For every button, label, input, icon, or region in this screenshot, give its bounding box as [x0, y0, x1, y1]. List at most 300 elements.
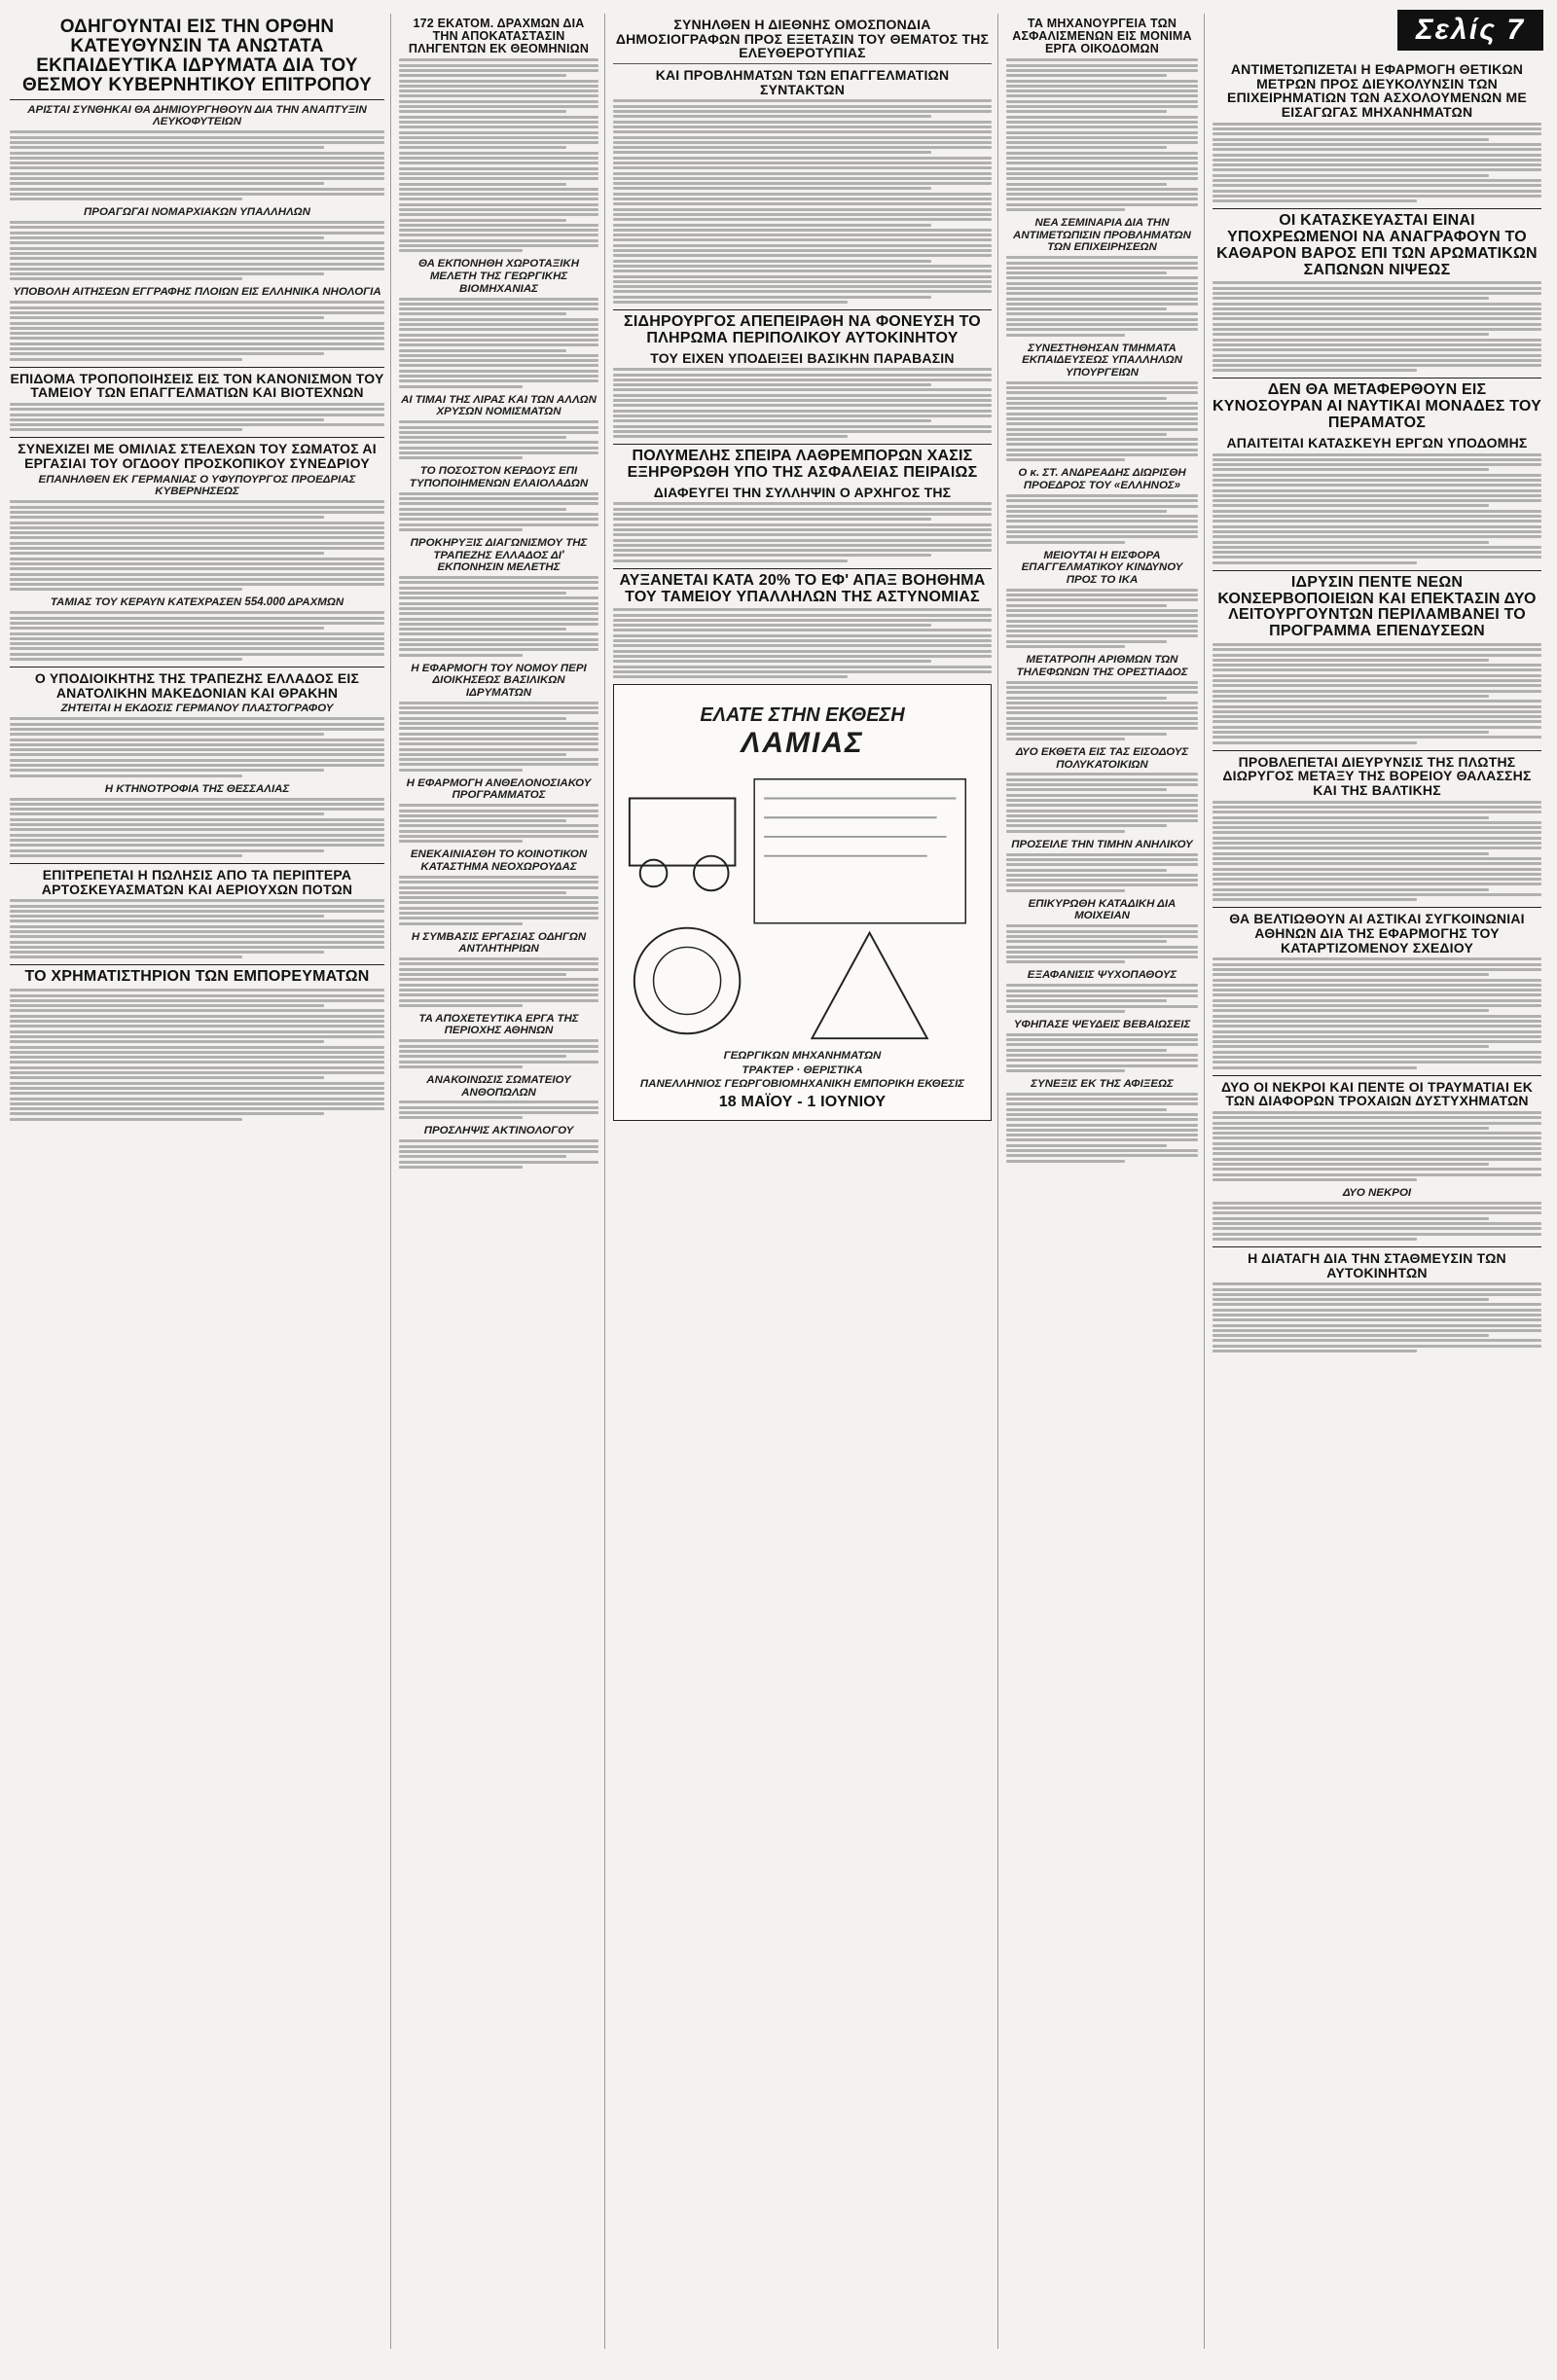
text-line — [1213, 806, 1541, 809]
text-line — [613, 404, 992, 407]
text-line — [1213, 525, 1541, 528]
subhead-agro-industry-study: ΘΑ ΕΚΠΟΝΗΘΗ ΧΩΡΟΤΑΞΙΚΗ ΜΕΛΕΤΗ ΤΗΣ ΓΕΩΡΓΙΚΗΣ ΒΙΟΜΗΧΑΝΙΑΣ — [417, 258, 580, 295]
headline-scout-congress: ΣΥΝΕΧΙΖΕΙ ΜΕ ΟΜΙΛΙΑΣ ΣΤΕΛΕΧΩΝ ΤΟΥ ΣΩΜΑΤΟΣ ΑΙ ΕΡΓΑΣΙΑΙ ΤΟΥ ΟΓΔΟΟΥ ΠΡΟΣΚΟΠΙΚΟΥ ΣΥΝΕΔΡΙΟΥ — [18, 441, 377, 472]
text-line — [399, 339, 598, 342]
text-line — [10, 511, 384, 514]
text-line — [1006, 788, 1167, 791]
text-line — [613, 151, 931, 154]
text-line — [399, 978, 598, 981]
text-line — [1006, 960, 1125, 963]
text-line — [1213, 831, 1541, 834]
text-line — [1213, 705, 1541, 708]
text-line — [399, 648, 598, 651]
text-line — [10, 343, 384, 345]
text-line — [10, 723, 384, 726]
text-line — [10, 268, 384, 270]
text-line — [613, 265, 992, 268]
text-line — [1213, 1211, 1541, 1214]
text-line — [1006, 853, 1198, 856]
text-line — [10, 728, 384, 731]
text-line — [613, 425, 992, 428]
headline-police-fund: ΑΥΞΑΝΕΤΑΙ ΚΑΤΑ 20% ΤΟ ΕΦ' ΑΠΑΞ ΒΟΗΘΗΜΑ ΤΟΥ ΤΑΜΕΙΟΥ ΥΠΑΛΛΗΛΩΝ ΤΗΣ ΑΣΤΥΝΟΜΙΑΣ — [619, 571, 986, 605]
text-line — [1213, 898, 1417, 901]
text-line — [1006, 814, 1198, 817]
text-line — [10, 573, 384, 576]
text-line — [1006, 494, 1198, 497]
text-line — [1213, 546, 1541, 549]
text-line — [399, 1116, 523, 1119]
text-line — [1006, 935, 1198, 938]
text-line — [399, 528, 523, 531]
text-line — [1213, 736, 1541, 739]
headline-canneries: ΙΔΡΥΣΙΝ ΠΕΝΤΕ ΝΕΩΝ ΚΟΝΣΕΡΒΟΠΟΙΕΙΩΝ ΚΑΙ ΕΠΕΚΤΑΣΙΝ ΔΥΟ ΛΕΙΤΟΥΡΓΟΥΝΤΩΝ ΠΕΡΙΛΑΜΒΑΝΕΙ ΤΟ ΠΡΟΓΡΑΜΜΑ ΕΠΕΝΔΥΣΕΩΝ — [1217, 573, 1537, 640]
headline-disaster-relief: 172 ΕΚΑΤΟΜ. ΔΡΑΧΜΩΝ ΔΙΑ ΤΗΝ ΑΠΟΚΑΤΑΣΤΑΣΙΝ ΠΛΗΓΕΝΤΩΝ ΕΚ ΘΕΟΜΗΝΙΩΝ — [408, 17, 590, 56]
text-line — [1213, 174, 1489, 177]
text-line — [1006, 407, 1198, 410]
text-line — [1006, 271, 1167, 274]
text-line — [613, 655, 992, 658]
text-line — [399, 587, 598, 590]
text-line — [1006, 172, 1198, 175]
text-line — [10, 844, 384, 847]
text-line — [1006, 116, 1198, 119]
text-line — [399, 1055, 566, 1058]
text-line — [1213, 1238, 1417, 1241]
text-line — [399, 1100, 598, 1103]
text-line — [1006, 267, 1198, 270]
text-line — [10, 910, 384, 913]
text-line — [1006, 620, 1198, 623]
text-line — [1213, 163, 1541, 166]
text-line — [10, 1066, 384, 1069]
text-line — [10, 558, 384, 560]
text-line — [1006, 594, 1198, 596]
text-line — [399, 64, 598, 67]
subhead-cotton-conditions: ΑΡΙΣΤΑΙ ΣΥΝΘΗΚΑΙ ΘΑ ΔΗΜΙΟΥΡΓΗΘΟΥΝ ΔΙΑ ΤΗΝ ΑΝΑΠΤΥΞΙΝ ΛΕΥΚΟΦΥΤΕΙΩΝ — [27, 103, 367, 128]
subhead-adultery-sentence: ΕΠΙΚΥΡΩΘΗ ΚΑΤΑΔΙΚΗ ΔΙΑ ΜΟΙΧΕΙΑΝ — [1028, 897, 1177, 922]
text-line — [10, 141, 384, 144]
text-line — [10, 272, 324, 275]
text-line — [613, 224, 931, 227]
text-line — [399, 375, 598, 378]
text-line — [1006, 1005, 1198, 1008]
divider — [613, 309, 992, 310]
text-line — [613, 419, 931, 422]
text-line — [1006, 951, 1198, 954]
subhead-training-units: ΣΥΝΕΣΤΗΘΗΣΑΝ ΤΜΗΜΑΤΑ ΕΚΠΑΙΔΕΥΣΕΩΣ ΥΠΑΛΛΗΛΩΝ ΥΠΟΥΡΓΕΙΩΝ — [1022, 342, 1182, 379]
text-line — [1006, 990, 1198, 992]
text-line — [1006, 717, 1198, 720]
text-line — [1006, 198, 1198, 200]
text-line — [1213, 328, 1541, 331]
text-line — [1213, 857, 1541, 860]
text-line — [613, 614, 992, 617]
text-line — [1006, 804, 1198, 807]
text-line — [1213, 303, 1541, 306]
text-line — [1006, 58, 1198, 61]
text-line — [1006, 706, 1198, 709]
subhead-gold-prices: ΑΙ ΤΙΜΑΙ ΤΗΣ ΛΙΡΑΣ ΚΑΙ ΤΩΝ ΑΛΛΩΝ ΧΡΥΣΩΝ ΝΟΜΙΣΜΑΤΩΝ — [401, 393, 597, 418]
text-line — [399, 364, 598, 367]
text-line — [399, 581, 598, 584]
text-line — [10, 1107, 384, 1110]
text-line — [399, 307, 598, 310]
text-line — [399, 513, 598, 516]
text-line — [399, 110, 566, 113]
text-line — [399, 824, 598, 827]
text-line — [10, 1056, 384, 1059]
text-line — [1006, 443, 1198, 446]
text-line — [399, 1061, 598, 1064]
text-line — [1213, 1309, 1541, 1312]
text-line — [1006, 167, 1198, 170]
text-line — [1006, 100, 1198, 103]
text-line — [399, 1166, 523, 1169]
text-line — [399, 819, 566, 822]
text-line — [10, 839, 384, 842]
text-line — [10, 177, 384, 180]
text-line — [1006, 183, 1167, 186]
text-line — [1213, 888, 1489, 891]
text-line — [1213, 154, 1541, 157]
text-line — [1213, 1136, 1541, 1139]
lamia-fair-advertisement — [613, 684, 992, 1121]
text-line — [10, 920, 384, 922]
text-line — [613, 554, 931, 557]
text-line — [1213, 1004, 1541, 1007]
article-body — [399, 957, 598, 1007]
text-line — [10, 1118, 242, 1121]
text-line — [399, 733, 598, 736]
text-line — [10, 818, 384, 821]
text-line — [1006, 256, 1198, 259]
text-line — [399, 162, 598, 164]
text-line — [1006, 994, 1198, 997]
text-line — [10, 247, 384, 250]
text-line — [399, 152, 598, 155]
text-line — [399, 1111, 598, 1114]
article-body — [10, 989, 384, 1120]
text-line — [1213, 878, 1541, 881]
text-line — [10, 552, 324, 555]
text-line — [1006, 1160, 1125, 1163]
ad-dates: 18 ΜΑΪΟΥ - 1 ΙΟΥΝΙΟΥ — [718, 1094, 887, 1111]
text-line — [10, 307, 384, 309]
divider — [1213, 1075, 1541, 1076]
divider — [1213, 570, 1541, 571]
text-line — [1006, 298, 1198, 301]
ad-line-2: ΤΡΑΚΤΕΡ · ΘΕΡΙΣΤΙΚΑ — [742, 1064, 863, 1076]
text-line — [1213, 1030, 1541, 1033]
text-line — [10, 935, 384, 938]
text-line — [399, 229, 598, 232]
text-line — [613, 290, 992, 293]
text-line — [10, 311, 384, 314]
text-line — [1213, 132, 1541, 135]
text-line — [399, 239, 598, 242]
text-line — [1213, 847, 1541, 849]
article-body — [1006, 1033, 1198, 1072]
text-line — [10, 764, 384, 767]
text-line — [399, 576, 598, 579]
text-line — [399, 748, 598, 751]
text-line — [1006, 609, 1198, 612]
text-line — [399, 738, 598, 740]
text-line — [1213, 541, 1489, 544]
text-line — [399, 105, 598, 108]
text-line — [613, 157, 992, 160]
article-body — [399, 576, 598, 656]
text-line — [399, 188, 598, 191]
text-line — [613, 301, 848, 304]
text-line — [1213, 979, 1541, 982]
text-line — [1006, 1102, 1198, 1105]
text-line — [1213, 359, 1541, 362]
column-1 — [10, 14, 391, 2349]
text-line — [1213, 458, 1541, 461]
text-line — [399, 722, 598, 725]
text-line — [1213, 1056, 1541, 1059]
text-line — [1213, 731, 1489, 734]
text-line — [1006, 830, 1125, 833]
text-line — [1213, 659, 1489, 662]
divider — [613, 568, 992, 569]
text-line — [1006, 157, 1198, 160]
subhead-infrastructure: ΑΠΑΙΤΕΙΤΑΙ ΚΑΤΑΣΚΕΥΗ ΕΡΓΩΝ ΥΠΟΔΟΜΗΣ — [1226, 434, 1528, 451]
text-line — [1213, 148, 1541, 151]
text-line — [399, 224, 598, 227]
text-line — [613, 528, 992, 531]
text-line — [613, 136, 992, 139]
divider — [10, 99, 384, 100]
article-body — [10, 500, 384, 591]
text-line — [1213, 1334, 1489, 1337]
text-line — [613, 518, 931, 521]
text-line — [10, 823, 384, 826]
text-line — [10, 130, 384, 133]
text-line — [399, 968, 598, 971]
text-line — [1006, 105, 1198, 108]
text-line — [1213, 1061, 1541, 1064]
text-line — [1213, 1040, 1541, 1043]
headline-steelworker-attack: ΣΙΔΗΡΟΥΡΓΟΣ ΑΠΕΠΕΙΡΑΘΗ ΝΑ ΦΟΝΕΥΣΗ ΤΟ ΠΛΗΡΩΜΑ ΠΕΡΙΠΟΛΙΚΟΥ ΑΥΤΟΚΙΝΗΤΟΥ — [624, 313, 981, 346]
divider — [1213, 907, 1541, 908]
text-line — [1006, 1033, 1198, 1036]
text-line — [613, 374, 992, 377]
text-line — [1006, 589, 1198, 592]
text-line — [1006, 999, 1167, 1002]
text-line — [399, 249, 523, 252]
text-line — [399, 706, 598, 709]
text-line — [1213, 312, 1541, 315]
text-line — [1213, 1132, 1541, 1135]
text-line — [10, 567, 384, 570]
text-line — [399, 523, 598, 526]
text-line — [1006, 1118, 1198, 1121]
text-line — [10, 1098, 384, 1100]
text-line — [1006, 869, 1167, 872]
text-line — [1213, 484, 1541, 487]
text-line — [1213, 1051, 1541, 1054]
subhead-undersecretary-return: ΕΠΑΝΗΛΘΕΝ ΕΚ ΓΕΡΜΑΝΙΑΣ Ο ΥΦΥΠΟΥΡΓΟΣ ΠΡΟΕΔΡΙΑΣ ΚΥΒΕΡΝΗΣΕΩΣ — [38, 473, 356, 498]
article-body — [10, 798, 384, 857]
text-line — [399, 1065, 523, 1068]
text-line — [613, 296, 931, 299]
text-line — [1006, 328, 1198, 331]
ad-brand: ΛΑΜΙΑΣ — [741, 727, 864, 760]
text-line — [399, 1161, 598, 1164]
text-line — [399, 213, 598, 216]
text-line — [1006, 1038, 1198, 1041]
text-line — [1213, 1345, 1541, 1348]
text-line — [1006, 681, 1198, 684]
text-line — [10, 611, 384, 614]
text-line — [10, 252, 384, 255]
text-line — [1213, 1158, 1541, 1161]
text-line — [1213, 515, 1541, 518]
text-line — [613, 105, 992, 108]
text-line — [1213, 1152, 1541, 1155]
text-line — [10, 146, 324, 149]
text-line — [399, 126, 598, 128]
text-line — [399, 354, 598, 357]
text-line — [10, 956, 242, 958]
text-line — [1006, 505, 1198, 508]
text-line — [10, 994, 384, 997]
article-body — [1213, 281, 1541, 372]
text-line — [1006, 381, 1198, 384]
text-line — [1006, 510, 1167, 513]
article-body — [10, 403, 384, 431]
text-line — [10, 423, 384, 426]
text-line — [613, 202, 992, 205]
text-line — [1213, 984, 1541, 987]
text-line — [10, 316, 324, 319]
text-line — [1213, 679, 1541, 682]
text-line — [1213, 323, 1541, 326]
text-line — [10, 332, 384, 335]
article-body — [399, 1139, 598, 1168]
article-body — [1006, 58, 1198, 211]
text-line — [1213, 339, 1541, 342]
article-body — [399, 1100, 598, 1119]
text-line — [10, 753, 384, 756]
article-body — [1006, 773, 1198, 832]
text-line — [613, 208, 992, 211]
subhead-extradition: ΖΗΤΕΙΤΑΙ Η ΕΚΔΟΣΙΣ ΓΕΡΜΑΝΟΥ ΠΛΑΣΤΟΓΡΑΦΟΥ — [60, 703, 334, 715]
text-line — [1006, 614, 1198, 617]
text-line — [1006, 598, 1198, 601]
columns — [10, 14, 1547, 2349]
article-body — [1006, 494, 1198, 544]
text-line — [10, 1071, 384, 1074]
text-line — [399, 136, 598, 139]
text-line — [1213, 556, 1541, 559]
text-line — [613, 410, 992, 413]
text-line — [1213, 369, 1417, 372]
subhead-royal-foundations: Η ΕΦΑΡΜΟΓΗ ΤΟΥ ΝΟΜΟΥ ΠΕΡΙ ΔΙΟΙΚΗΣΕΩΣ ΒΑΣΙΛΙΚΩΝ ΙΔΡΥΜΑΤΩΝ — [411, 662, 587, 699]
text-line — [10, 834, 384, 837]
text-line — [613, 415, 992, 417]
text-line — [613, 182, 992, 185]
text-line — [399, 121, 598, 124]
text-line — [1213, 1318, 1541, 1321]
text-line — [1213, 973, 1489, 976]
text-line — [10, 232, 384, 234]
text-line — [613, 435, 848, 438]
text-line — [1213, 1173, 1541, 1176]
text-line — [1213, 530, 1541, 533]
text-line — [399, 94, 598, 97]
text-line — [10, 198, 242, 200]
subhead-new-seminars: ΝΕΑ ΣΕΜΙΝΑΡΙΑ ΔΙΑ ΤΗΝ ΑΝΤΙΜΕΤΩΠΙΣΙΝ ΠΡΟΒΛΗΜΑΤΩΝ ΤΩΝ ΕΠΙΧΕΙΡΗΣΕΩΝ — [1013, 216, 1191, 254]
text-line — [1213, 479, 1541, 482]
text-line — [399, 167, 598, 170]
subhead-labor-agreement: Η ΣΥΜΒΑΣΙΣ ΕΡΓΑΣΙΑΣ ΟΔΗΓΩΝ ΑΝΤΛΗΤΗΡΙΩΝ — [411, 930, 587, 956]
text-line — [399, 69, 598, 72]
text-line — [1213, 489, 1541, 492]
divider — [1213, 750, 1541, 751]
text-line — [1213, 1288, 1541, 1291]
text-line — [399, 876, 598, 879]
text-line — [1006, 276, 1198, 279]
text-line — [10, 915, 324, 918]
text-line — [1213, 842, 1541, 845]
text-line — [1006, 630, 1198, 632]
text-line — [1213, 868, 1541, 871]
article-body — [1006, 256, 1198, 336]
text-line — [1006, 824, 1167, 827]
text-line — [1213, 1314, 1541, 1316]
text-line — [1213, 1282, 1541, 1285]
text-line — [613, 234, 992, 236]
text-line — [10, 854, 242, 857]
text-line — [613, 383, 931, 386]
text-line — [613, 675, 848, 678]
divider — [10, 437, 384, 438]
text-line — [613, 193, 992, 196]
text-line — [399, 183, 566, 186]
text-line — [613, 624, 931, 627]
text-line — [399, 702, 598, 704]
text-line — [10, 632, 384, 635]
text-line — [399, 359, 598, 362]
text-line — [1006, 397, 1167, 400]
text-line — [613, 275, 992, 278]
text-line — [613, 244, 992, 247]
text-line — [1213, 710, 1541, 713]
text-line — [613, 629, 992, 631]
text-line — [1213, 551, 1541, 554]
text-line — [613, 549, 992, 552]
text-line — [10, 578, 384, 581]
column-5 — [1213, 14, 1547, 2349]
text-line — [1006, 449, 1198, 451]
text-line — [613, 99, 992, 102]
text-line — [1213, 999, 1541, 1002]
text-line — [1213, 494, 1541, 497]
text-line — [10, 1040, 324, 1043]
text-line — [399, 957, 598, 960]
text-line — [399, 100, 598, 103]
text-line — [399, 602, 598, 605]
subhead-sewage-works: ΤΑ ΑΠΟΧΕΤΕΥΤΙΚΑ ΕΡΓΑ ΤΗΣ ΠΕΡΙΟΧΗΣ ΑΘΗΝΩΝ — [418, 1012, 579, 1037]
text-line — [10, 414, 384, 416]
text-line — [1006, 1144, 1167, 1147]
headline-hashish-ring: ΠΟΛΥΜΕΛΗΣ ΣΠΕΙΡΑ ΛΑΘΡΕΜΠΟΡΩΝ ΧΑΣΙΣ ΕΞΗΡΘΡΩΘΗ ΥΠΟ ΤΗΣ ΑΣΦΑΛΕΙΑΣ ΠΕΙΡΑΙΩΣ — [627, 448, 978, 481]
text-line — [613, 660, 931, 663]
text-line — [1006, 287, 1198, 290]
